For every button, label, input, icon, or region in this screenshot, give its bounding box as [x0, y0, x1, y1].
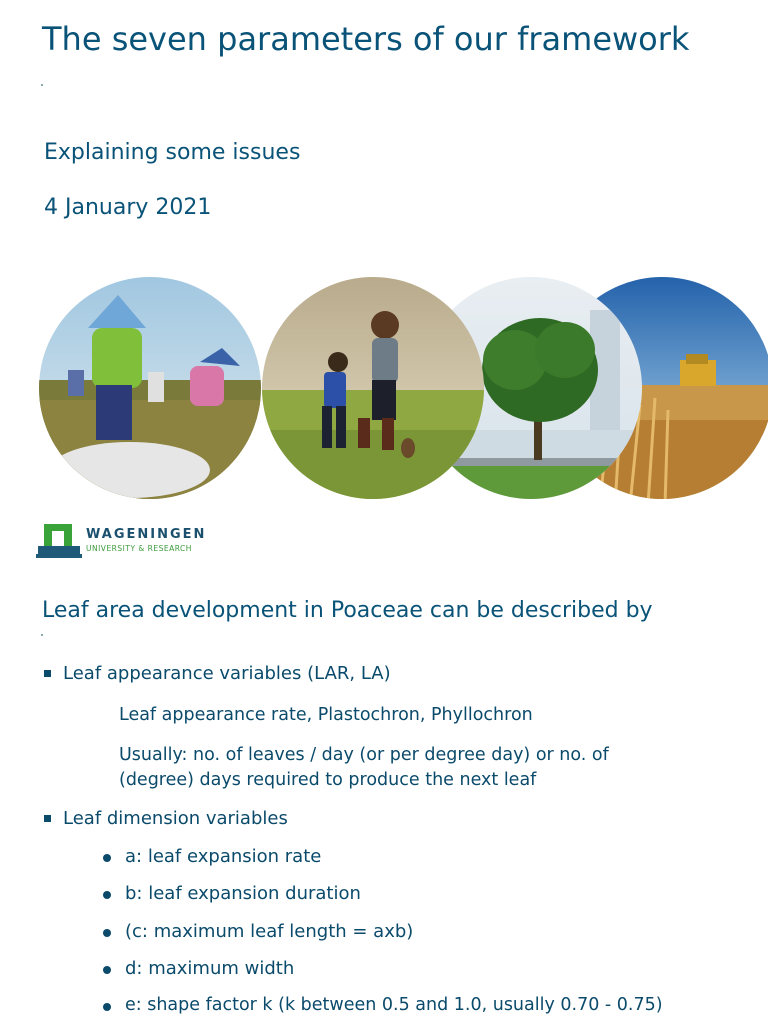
- photo-rice-farmers: [30, 270, 270, 505]
- logo-subname: UNIVERSITY & RESEARCH: [86, 544, 192, 553]
- bullet-leaf-appearance: Leaf appearance variables (LAR, LA): [63, 663, 391, 684]
- divider-dot: [41, 634, 43, 636]
- slide-date: 4 January 2021: [44, 195, 212, 220]
- round-bullet-icon: [103, 891, 111, 899]
- slide-title: The seven parameters of our framework: [42, 20, 690, 58]
- wageningen-logo: [36, 524, 226, 562]
- wur-emblem-icon: [36, 524, 82, 562]
- square-bullet-icon: [44, 815, 51, 822]
- round-bullet-icon: [103, 929, 111, 937]
- divider-dot: [41, 84, 43, 86]
- bullet-leaf-dimension: Leaf dimension variables: [63, 808, 288, 829]
- detail-line: Usually: no. of leaves / day (or per degree day) or no. of: [119, 745, 609, 765]
- photo-circles: [0, 270, 768, 505]
- photo-children-running: [260, 270, 490, 505]
- round-bullet-icon: [103, 1003, 111, 1011]
- square-bullet-icon: [44, 670, 51, 677]
- slide-subtitle: Explaining some issues: [44, 140, 301, 165]
- list-item: a: leaf expansion rate: [125, 846, 322, 867]
- round-bullet-icon: [103, 966, 111, 974]
- list-item: e: shape factor k (k between 0.5 and 1.0, usually 0.70 - 0.75): [125, 995, 663, 1015]
- list-item: (c: maximum leaf length = axb): [125, 921, 414, 942]
- round-bullet-icon: [103, 854, 111, 862]
- slide2-title: Leaf area development in Poaceae can be described by: [42, 598, 653, 623]
- list-item: b: leaf expansion duration: [125, 883, 361, 904]
- detail-line: (degree) days required to produce the next leaf: [119, 770, 537, 790]
- detail-line: Leaf appearance rate, Plastochron, Phyllochron: [119, 705, 533, 725]
- logo-name: WAGENINGEN: [86, 527, 207, 542]
- list-item: d: maximum width: [125, 958, 295, 979]
